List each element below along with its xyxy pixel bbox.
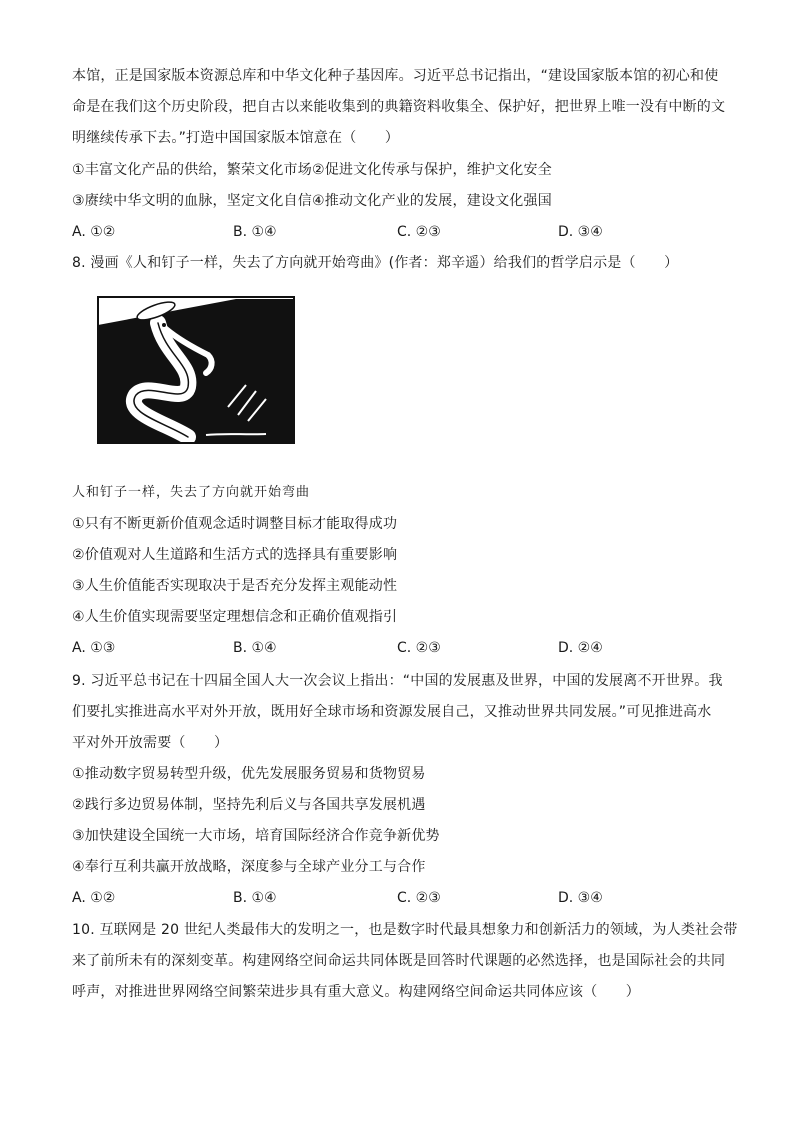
q7-stem-line-1: 本馆，正是国家版本资源总库和中华文化种子基因库。习近平总书记指出，“建设国家版本馆的初心和使 [72, 68, 719, 84]
q8-option-c[interactable]: C. ②③ [397, 640, 441, 656]
q8-option-b[interactable]: B. ①④ [233, 640, 277, 656]
q9-stem-line-1: 9. 习近平总书记在十四届全国人大一次会议上指出：“中国的发展惠及世界，中国的发展离不开世界。我 [72, 673, 723, 689]
q9-statement-3: ③加快建设全国统一大市场，培育国际经济合作竞争新优势 [72, 828, 440, 844]
q7-stem-line-2: 命是在我们这个历史阶段，把自古以来能收集到的典籍资料收集全、保护好，把世界上唯一没有中断的文 [72, 99, 726, 115]
q8-statement-4: ④人生价值实现需要坚定理想信念和正确价值观指引 [72, 609, 398, 625]
q7-statement-1: ①丰富文化产品的供给，繁荣文化市场②促进文化传承与保护，维护文化安全 [72, 162, 552, 178]
q8-option-a[interactable]: A. ①③ [72, 640, 116, 656]
q7-options [72, 222, 722, 242]
q9-options [72, 888, 722, 908]
q9-stem-line-2: 们要扎实推进高水平对外开放，既用好全球市场和资源发展自己，又推动世界共同发展。”可见推进高水 [72, 704, 712, 720]
q7-option-d[interactable]: D. ③④ [558, 224, 603, 240]
q9-option-d[interactable]: D. ③④ [558, 890, 603, 906]
q9-statement-4: ④奉行互利共赢开放战略，深度参与全球产业分工与合作 [72, 859, 426, 875]
cartoon-image [96, 295, 296, 445]
q9-option-c[interactable]: C. ②③ [397, 890, 441, 906]
q9-option-b[interactable]: B. ①④ [233, 890, 277, 906]
q8-stem: 8. 漫画《人和钉子一样，失去了方向就开始弯曲》(作者：郑辛遥）给我们的哲学启示是（ ） [72, 255, 679, 271]
q7-stem-line-3: 明继续传承下去。”打造中国国家版本馆意在（ ） [72, 130, 400, 146]
q8-statement-2: ②价值观对人生道路和生活方式的选择具有重要影响 [72, 547, 398, 563]
q9-stem-line-3: 平对外开放需要（ ） [72, 735, 229, 751]
q7-statement-2: ③赓续中华文明的血脉，坚定文化自信④推动文化产业的发展，建设文化强国 [72, 193, 552, 209]
cartoon-caption: 人和钉子一样，失去了方向就开始弯曲 [72, 485, 311, 500]
q7-option-a[interactable]: A. ①② [72, 224, 116, 240]
q10-stem-line-2: 来了前所未有的深刻变革。构建网络空间命运共同体既是回答时代课题的必然选择，也是国际社会的共同 [72, 953, 726, 969]
q8-option-d[interactable]: D. ②④ [558, 640, 603, 656]
q10-stem-line-1: 10. 互联网是 20 世纪人类最伟大的发明之一，也是数字时代最具想象力和创新活力的领域，为人类社会带 [72, 922, 738, 938]
q8-statement-3: ③人生价值能否实现取决于是否充分发挥主观能动性 [72, 578, 398, 594]
q8-options [72, 638, 722, 658]
q8-statement-1: ①只有不断更新价值观念适时调整目标才能取得成功 [72, 516, 398, 532]
q9-statement-2: ②践行多边贸易体制，坚持先利后义与各国共享发展机遇 [72, 797, 426, 813]
q9-statement-1: ①推动数字贸易转型升级，优先发展服务贸易和货物贸易 [72, 766, 426, 782]
q9-option-a[interactable]: A. ①② [72, 890, 116, 906]
q10-stem-line-3: 呼声，对推进世界网络空间繁荣进步具有重大意义。构建网络空间命运共同体应该（ ） [72, 984, 640, 1000]
q7-option-c[interactable]: C. ②③ [397, 224, 441, 240]
q7-option-b[interactable]: B. ①④ [233, 224, 277, 240]
